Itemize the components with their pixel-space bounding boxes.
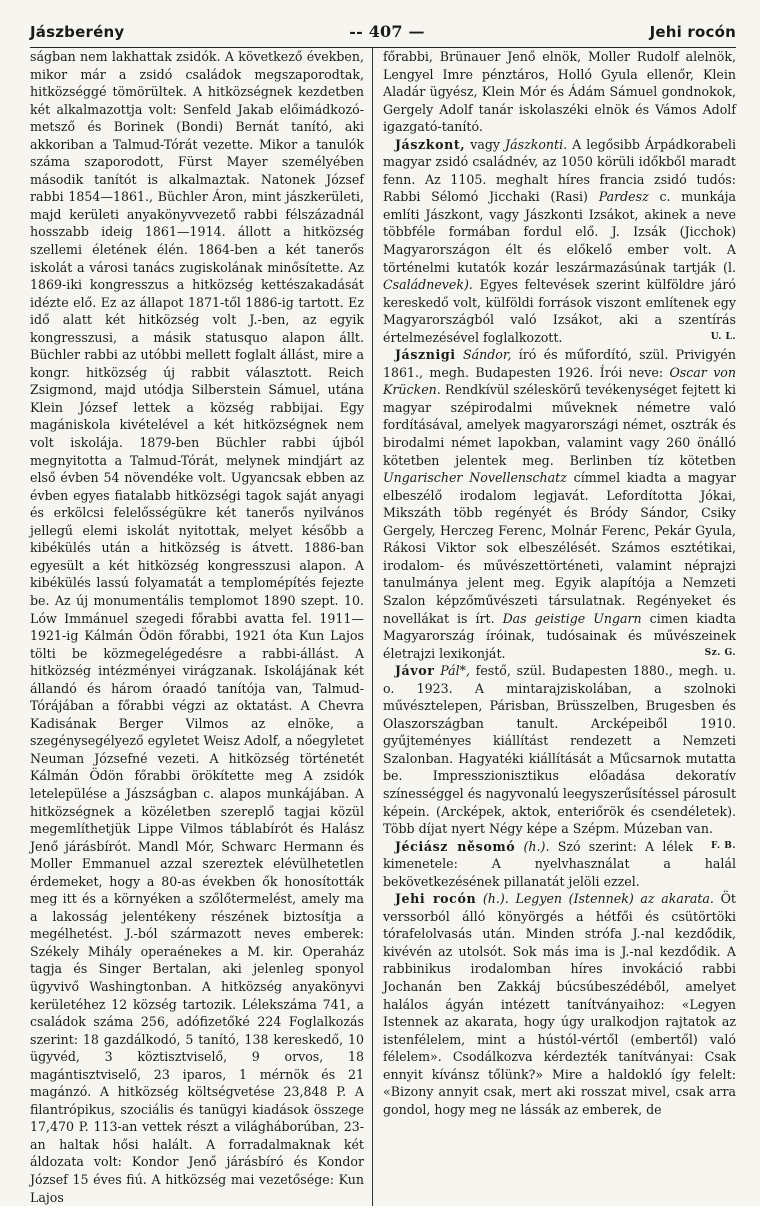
entry-italic-text: Das geistige Ungarn [502,610,642,626]
header-right-title: Jehi rocón [649,23,736,41]
running-header [30,22,736,43]
left-column-text: ságban nem lakhattak zsidók. A következő években, mikor már a zsidó családok megszaporodtak, hitközséggé tömörültek. A hitközségnek kezdetben két alkalmazottja volt: Senfeld Jakab előimádkozó-metsző és Borinek (Bondi) Bernát tanító, aki akkoriban a Talmud-Tórát vezette. Mikor a tanulók száma szaporodott, Fürst Mayer személyében második tanítót is alkalmaztak. Natonek József rabbi 1854—1861., Büchler Áron, mint jászkerületi, majd kerületi anyakönyvvezető rabbi félszázadnál hosszabb ideig 1861—1914. állott a hitközség szellemi életének élén. 1864-ben a két tanerős iskolát a városi tanács zugiskolának minősítette. Az 1869-iki kongresszus a hitközség kettészakadását idézte elő. Ez az állapot 1871-től 1886-ig tartott. Ez idő alatt két hitközség volt J.-ben, az egyik kongresszusi, a másik statusquo alapon állt. Büchler rabbi az utóbbi mellett foglalt állást, mire a kongr. hitközség új rabbit választott. Reich Zsigmond, majd utódja Silberstein Sámuel, utána Klein József lettek a község rabbijai. Egy magániskola kivételével a két hitközségnek nem volt iskolája. 1879-ben Büchler rabbi újból megnyitotta a Talmud-Tórát, melynek mindjárt az első évben 54 növendéke volt. Ugyancsak ebben az évben egyes fiatalabb hitközségi tagok saját anyagi és erkölcsi felelősségükre két tanerős nyilvános jellegű elemi iskolát nyitottak, melyet később a kibékülés után a hitközség is átvett. 1886-ban egyesült a két hitközség kongresszusi alapon. A kibékülés lassú folyamatát a templomépítés fejezte be. Az új monumentális templomot 1890 szept. 10. Lów Immánuel szegedi főrabbi avatta fel. 1911—1921-ig Kálmán Ödön főrabbi, 1921 óta Kun Lajos tölti be közmegelégedésre a rabbi-állást. A hitközség intézményei virágzanak. Iskolájának két állandó és három óraadó tanítója van, Talmud-Tórájában a főrabbi végzi az oktatást. A Chevra Kadisának Berger Vilmos az elnöke, a szegénysegélyező egyletet Weisz Adolf, a nőegyletet Neuman Józsefné vezeti. A hitközség történetét Kálmán Ödön főrabbi örökítette meg A zsidók letelepülése a Jászságban c. alapos munkájában. A hitközségnek a közéletben szereplő tagjai közül megemlíthetjük Lippe Vilmos táblabírót és Halász Jenő járásbírót. Mandl Mór, Schwarc Hermann és Moller Emmanuel azzal szereztek elévülhetetlen érdemeket, hogy a 80-as években ők honosították meg itt és a környéken a szőlőtermelést, amely ma a lakosság jelentékeny részének biztosítja a megélhetést. J.-ból származott neves emberek: Székely Mihály operaénekes a M. kir. Operaház tagja és Singer Bertalan, aki jelenleg sponyol ügyvivő Washingtonban. A hitközség anyakönyvi kerületéhez 12 község tartozik. Lélekszáma 741, a családok száma 256, adófizetőké 224 Foglalkozás szerint: 18 gazdálkodó, 5 tanító, 138 kereskedő, 10 ügyvéd, 3 köztisztviselő, 9 orvos, 18 magántisztviselő, 23 iparos, 1 mérnök és 21 magánzó. A hitközség költségvetése 23,848 P. A filantrópikus, szociális és tanügyi kiadások összege 17,470 P. 113-an vettek részt a világháborúban, 23-an haltak hősi halált. A forradalmaknak két áldozata volt: Kondor Jenő járásbíró és Kondor József 15 éves fiú. A hitközség mai vezetősége: Kun Lajos [30,49,364,1205]
entry-text [515,839,523,854]
entry-italic-text: Családnevek). [383,277,473,293]
entry-text: író és műfordító, szül. Privigyén 1861., megh. Budapesten 1926. Írói neve: [383,347,736,380]
entry-text: címmel kiadta a magyar elbeszélő irodalom legjavát. Lefordította Jókai, Mikszáth több regényét és Bródy Sándor, Csiky Gergely, Herczeg Ferenc, Molnár Ferenc, Pekár Gyula, Rákosi Viktor sok elbeszélését. Számos esztétikai, irodalom- és művészettörténeti, valamint néprajzi tanulmánya jelent meg. Egyik alapítója a Nemzeti Szalon képzőművészeti társulatnak. Regényeket és novellákat is írt. [383,470,736,626]
entry-text: Szó szerint: A lélek kimenetele: A nyelvhasználat a halál bekövetkezésének pillanatát jelöli ezzel. [383,838,736,889]
entry-text [456,347,463,362]
entry-text [476,891,483,906]
entry-text: vagy [465,136,506,152]
dictionary-entry [383,838,736,891]
entry-headword: Jászkont, [395,136,466,152]
entry-author-signature: U. L. [710,331,736,342]
entry-italic-text: Sándor, [462,347,512,363]
dictionary-entry [383,890,736,1118]
entry-italic-text: (h.). [523,838,550,854]
header-left-title: Jászberény [30,23,125,41]
entry-headword: Jásznigi [395,347,456,363]
entry-italic-text: Jászkonti. [505,136,568,152]
dictionary-entry [383,136,736,347]
entry-italic-text: Ungarischer Novellenschatz [383,470,567,486]
entry-text: festő, szül. Budapesten 1880., megh. u. o. 1923. A mintarajziskolában, a szolnoki művésztelepen, Párisban, Brüsszelben, Brugesben és Olaszországban tanult. Arcképeiből 1910. gyűjteményes kiállítást rendezett a Nemzeti Szalonban. Hagyatéki kiállítását a Műcsarnok mutatta be. Impresszionisztikus előadása dekoratív színességgel és nagyvonalú leegyszerűsítéssel párosult képein. (Arcképek, aktok, enteriőrök és csendéletek). Több díjat nyert Négy képe a Szépm. Múzeban van. [383,663,736,837]
text-columns [30,48,736,1206]
left-column [30,48,372,1206]
entry-text: Öt verssorból álló könyörgés a hétfői és csütörtöki tórafelolvasás után. Minden strófa J.-nal kezdődik, kivévén az utolsót. Sok más ima is J.-nal kezdődik. A rabbinikus irodalomban híres invokáció rabbi Jochanán ben Zakkáj búcsúbeszédéből, amelyet halálos ágyán intézett tanítványaihoz: «Legyen Istennek az akarata, hogy úgy uralkodjon rajtatok az istenfélelem, mint a hústól-vértől (embertől) való félelem». Csodálkozva kérdezték tanítványai: Csak ennyit kívánsz tőlünk?» Mire a haldokló így felelt: «Bizony annyit csak, mert aki rosszat mivel, csak arra gondol, hogy meg ne lássák az emberek, de [383,891,736,1117]
right-column [372,48,736,1206]
page-number: -- 407 — [349,22,425,41]
entry-text: Rendkívül széleskörű tevékenységet fejtett ki magyar szépirodalmi műveknek németre való fordításával, amelyek magyarországi német, osztrák és birodalmi német lapokban, valamint vagy 260 önálló kötetben jelentek meg. Berlinben tíz kötetben [383,382,736,468]
entry-text: cimen kiadta Magyarország íróinak, tudósainak és művészeinek életrajzi lexikonját. [383,610,737,661]
entry-author-signature: F. B. [711,840,736,851]
entry-headword: Jávor [395,663,435,679]
entry-headword: Jehi rocón [395,891,477,907]
entry-author-signature: Sz. G. [704,647,736,658]
entry-text: A legősibb Árpádkorabeli magyar zsidó családnév, az 1050 körüli időkből maradt fenn. Az 1105. meghalt híres francia zsidó tudós: Rabbi Sélomó Jicchaki (Rasi) [383,136,736,205]
entry-headword: Jéciász něsomó [395,838,516,854]
entry-italic-text: (h.). Legyen (Istennek) az akarata. [482,891,714,907]
entry-italic-text: Pál*, [440,663,470,679]
entry-italic-text: Pardesz [598,189,649,205]
entry-italic-text: Oscar von Krücken. [383,364,737,398]
entry-text: c. munkája említi Jászkont, vagy Jászkonti Izsákot, akinek a neve többféle formában fordul elő. J. Izsák (Jicchok) Magyarországon élt és előkelő ember volt. A történelmi kutatók kozár leszármazásúnak tartják (l. [383,189,737,275]
right-column-intro: főrabbi, Brünauer Jenő elnök, Moller Rudolf alelnök, Lengyel Imre pénztáros, Holló Gyula ellenőr, Klein Aladár ügyész, Klein Mór és Ádám Sámuel gondnokok, Gergely Adolf tanár iskolaszéki elnök és Vámos Adolf igazgató-tanító. [383,49,736,135]
dictionary-entry [383,346,736,662]
entry-text: Egyes feltevések szerint külföldre járó kereskedő volt, külföldi források viszont említenek egy Magyarországból való Izsákot, aki a szentírás értelmezésével foglalkozott. [383,277,736,345]
entry-list [383,136,736,1119]
